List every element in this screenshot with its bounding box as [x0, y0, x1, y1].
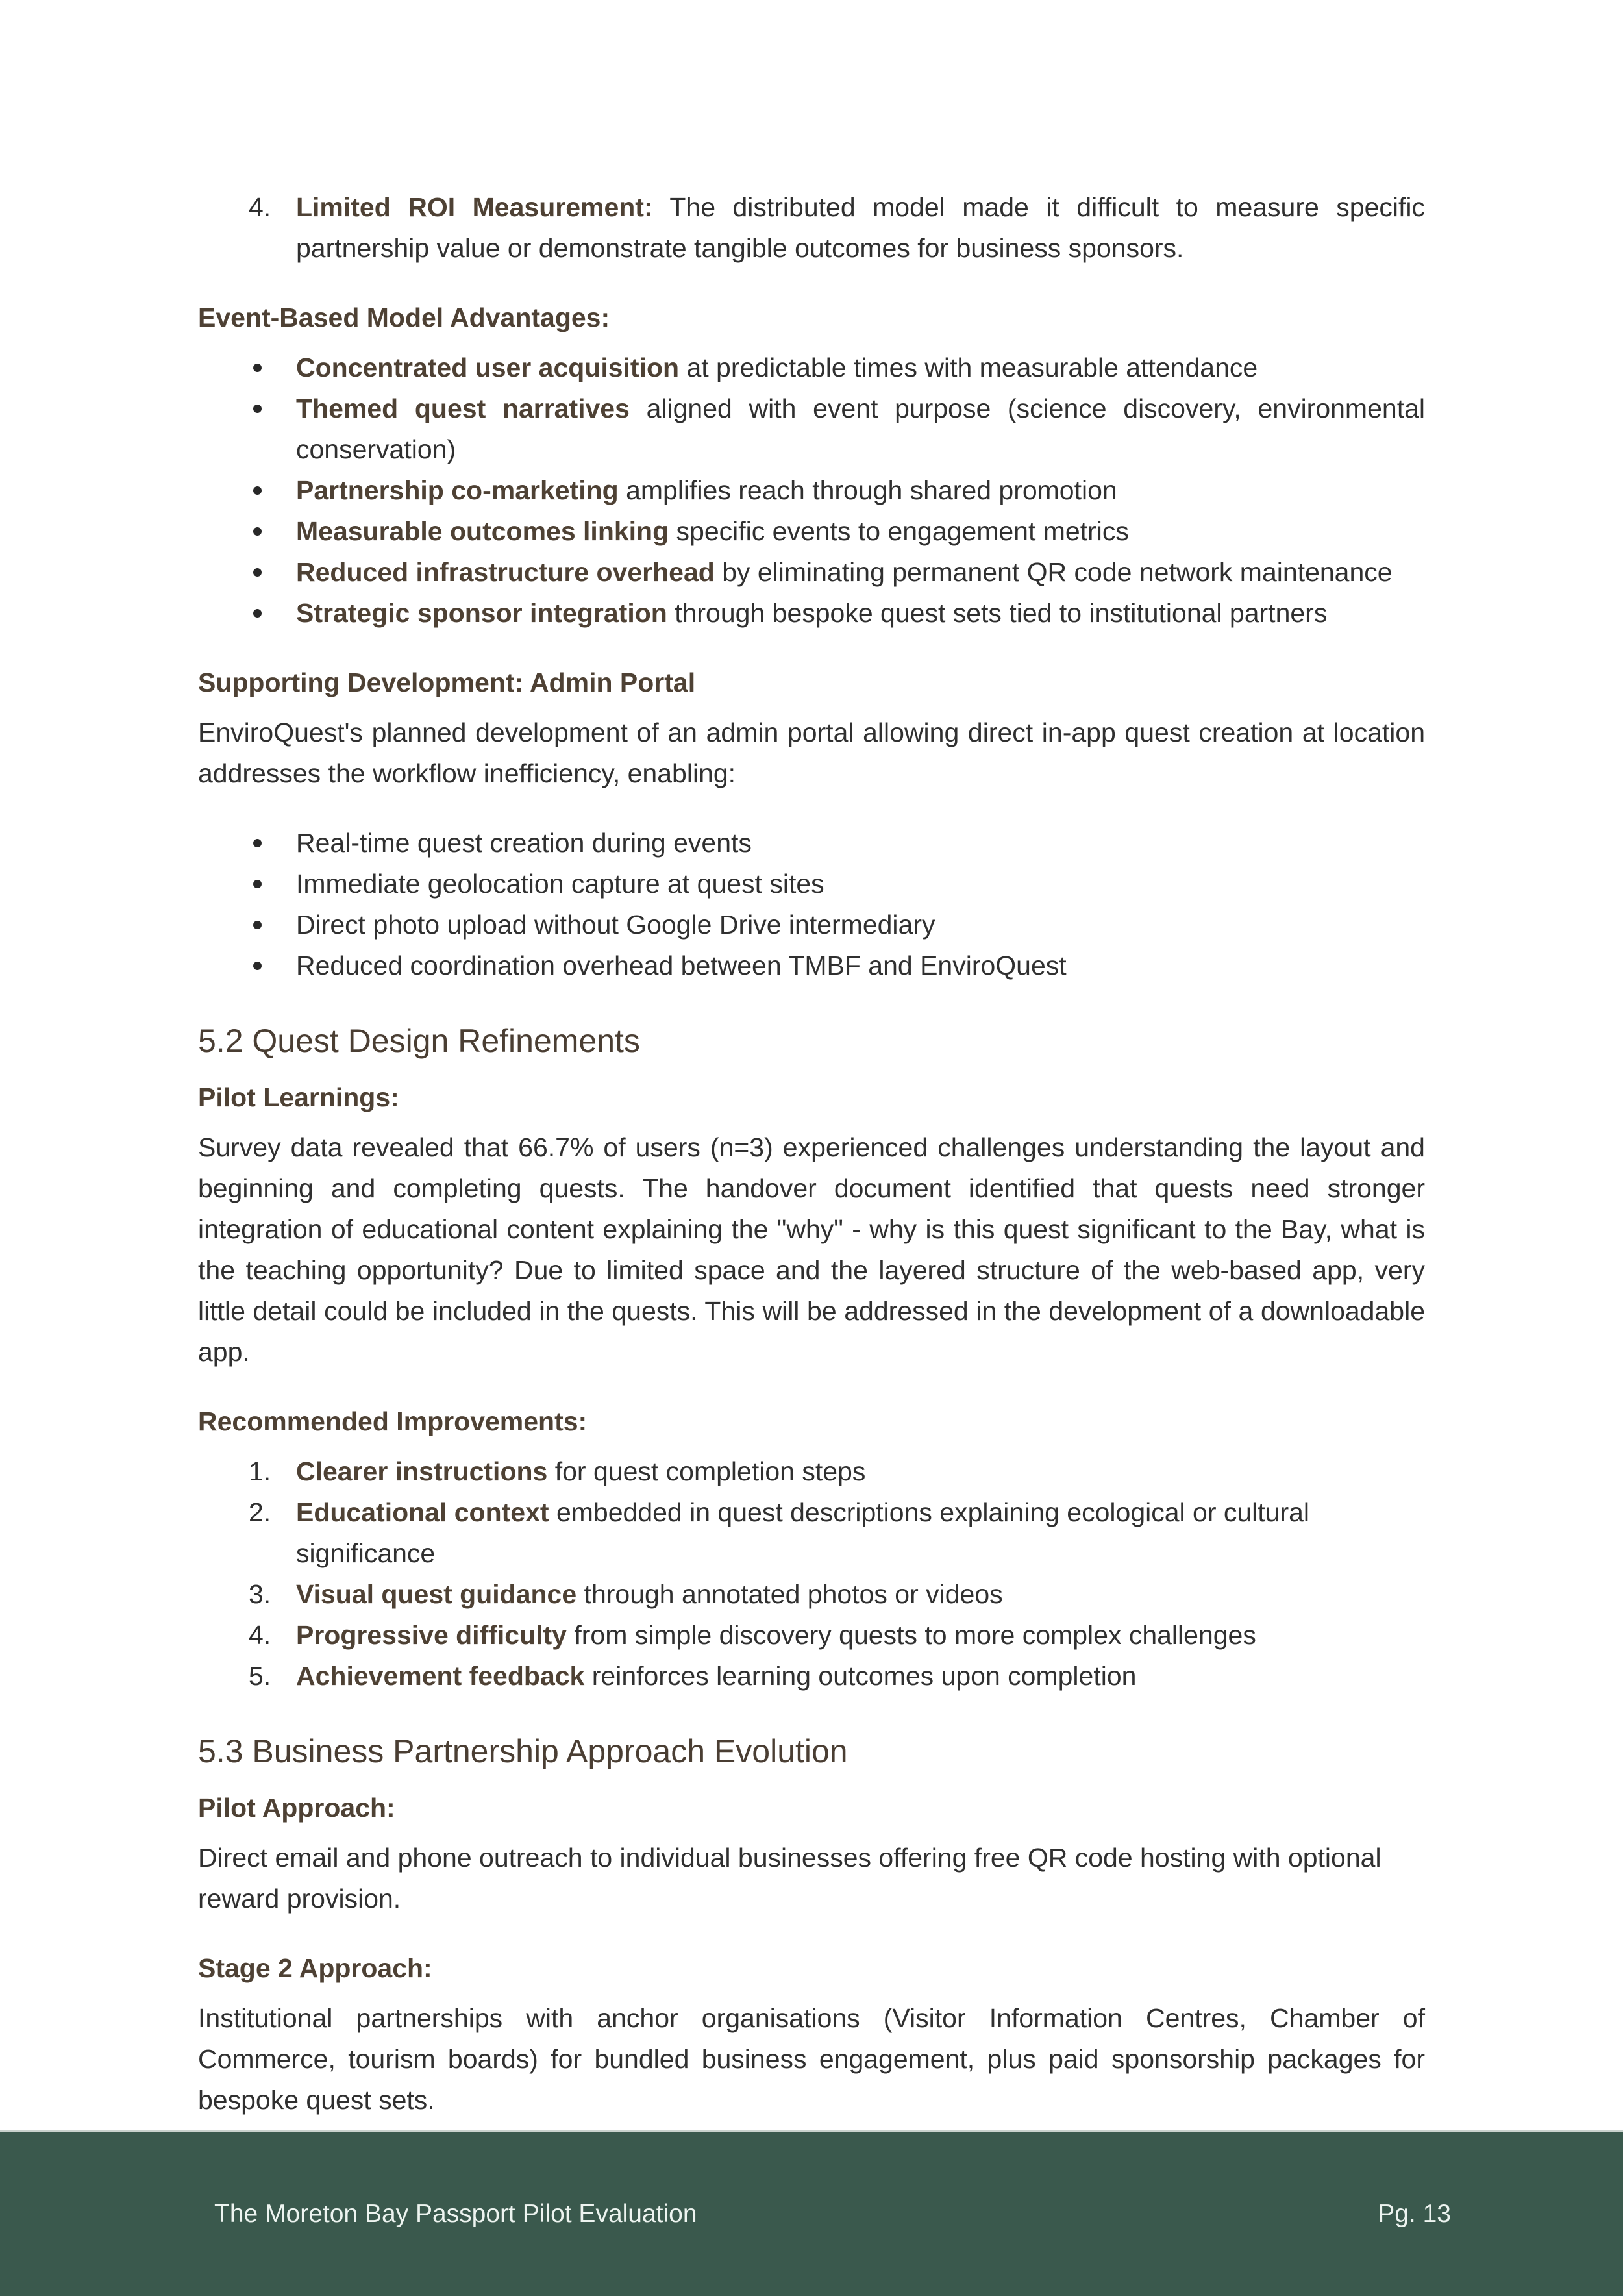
pilot-approach-paragraph: Direct email and phone outreach to individual businesses offering free QR code hosting with optional reward provision. [198, 1843, 1381, 1914]
item-lead: Limited ROI Measurement: [296, 192, 653, 222]
item-lead: Educational context [296, 1497, 549, 1527]
item-lead: Clearer instructions [296, 1456, 548, 1486]
footer-title: The Moreton Bay Passport Pilot Evaluation [214, 2200, 697, 2228]
heading-section-5-2: 5.2 Quest Design Refinements [198, 1023, 640, 1059]
bullet-icon [253, 609, 262, 618]
bullet-item [198, 388, 1425, 470]
bullet-icon [253, 405, 262, 413]
bullet-text: Real-time quest creation during events [296, 828, 752, 858]
numbered-item [198, 1656, 1425, 1697]
admin-portal-bullet-list [198, 823, 1425, 986]
item-rest: from simple discovery quests to more complex challenges [566, 1620, 1256, 1650]
numbered-item-text [296, 1656, 1425, 1697]
advantages-bullet-list [198, 347, 1425, 634]
item-rest: for quest completion steps [547, 1456, 866, 1486]
item-number: 1. [249, 1456, 271, 1486]
recommended-numbered-list [198, 1451, 1425, 1697]
numbered-item-text [296, 1492, 1425, 1574]
bullet-item [198, 593, 1425, 634]
bullet-text [296, 552, 1425, 593]
bullet-rest: aligned with event purpose (science discovery, environmental conservation) [296, 393, 1425, 464]
heading-supporting-development: Supporting Development: Admin Portal [198, 668, 696, 697]
bullet-icon [253, 486, 262, 495]
numbered-item [198, 1451, 1425, 1492]
page-footer [0, 2132, 1623, 2296]
bullet-text [296, 593, 1425, 634]
bullet-item [198, 905, 1425, 945]
bullet-text: Immediate geolocation capture at quest sites [296, 869, 824, 899]
bullet-item [198, 864, 1425, 905]
bullet-item [198, 945, 1425, 986]
bullet-text [296, 388, 1425, 470]
bullet-rest: by eliminating permanent QR code network maintenance [714, 557, 1393, 587]
bullet-text [296, 347, 1425, 388]
bullet-icon [253, 568, 262, 577]
continued-numbered-list [198, 187, 1425, 269]
numbered-item-text [296, 1615, 1425, 1656]
pilot-learnings-paragraph: Survey data revealed that 66.7% of users (n=3) experienced challenges understanding the layout and beginning and completing quests. The handover document identified that quests need stronger integration of educational content explaining the "why" - why is this quest significant to the Bay, what is the teaching opportunity? Due to limited space and the layered structure of the web-based app, very little detail could be included in the quests. This will be addressed in the development of a downloadable app. [198, 1132, 1425, 1367]
item-number: 2. [249, 1497, 271, 1527]
bullet-rest: through bespoke quest sets tied to institutional partners [667, 598, 1328, 628]
page-number: Pg. 13 [1378, 2200, 1451, 2228]
bullet-lead: Reduced infrastructure overhead [296, 557, 715, 587]
numbered-item [198, 1492, 1425, 1574]
bullet-rest: amplifies reach through shared promotion [618, 475, 1117, 505]
bullet-icon [253, 527, 262, 536]
bullet-item [198, 470, 1425, 511]
bullet-text: Direct photo upload without Google Drive intermediary [296, 910, 935, 940]
supporting-paragraph: EnviroQuest's planned development of an admin portal allowing direct in-app quest creation at location addresses the workflow inefficiency, enabling: [198, 718, 1425, 788]
bullet-item [198, 552, 1425, 593]
bullet-lead: Partnership co-marketing [296, 475, 619, 505]
numbered-item [198, 187, 1425, 269]
bullet-lead: Measurable outcomes linking [296, 516, 669, 546]
heading-stage-2-approach: Stage 2 Approach: [198, 1953, 432, 1983]
item-lead: Progressive difficulty [296, 1620, 567, 1650]
item-rest: embedded in quest descriptions explaining ecological or cultural significance [296, 1497, 1310, 1568]
numbered-item-text [296, 1574, 1425, 1615]
numbered-item-text [296, 1451, 1425, 1492]
bullet-icon [253, 921, 262, 929]
heading-event-based-advantages: Event-Based Model Advantages: [198, 303, 610, 332]
item-lead: Achievement feedback [296, 1661, 585, 1691]
bullet-icon [253, 880, 262, 888]
bullet-icon [253, 839, 262, 847]
bullet-rest: at predictable times with measurable attendance [679, 353, 1258, 382]
numbered-item [198, 1574, 1425, 1615]
bullet-text: Reduced coordination overhead between TMBF and EnviroQuest [296, 951, 1067, 980]
bullet-text [296, 470, 1425, 511]
heading-pilot-learnings: Pilot Learnings: [198, 1082, 399, 1112]
bullet-item [198, 511, 1425, 552]
bullet-item [198, 823, 1425, 864]
bullet-lead: Concentrated user acquisition [296, 353, 680, 382]
item-number: 4. [249, 1620, 271, 1650]
heading-pilot-approach: Pilot Approach: [198, 1793, 395, 1823]
heading-recommended-improvements: Recommended Improvements: [198, 1406, 588, 1436]
bullet-icon [253, 364, 262, 372]
numbered-item [198, 1615, 1425, 1656]
numbered-item-text [296, 187, 1425, 269]
bullet-item [198, 347, 1425, 388]
bullet-rest: specific events to engagement metrics [669, 516, 1129, 546]
bullet-icon [253, 962, 262, 970]
document-body [198, 187, 1425, 2149]
item-rest: through annotated photos or videos [576, 1579, 1003, 1609]
item-number: 4. [249, 192, 271, 222]
item-number: 5. [249, 1661, 271, 1691]
item-lead: Visual quest guidance [296, 1579, 577, 1609]
bullet-lead: Strategic sponsor integration [296, 598, 667, 628]
item-rest: The distributed model made it difficult to measure specific partnership value or demonstrate tangible outcomes for business sponsors. [296, 192, 1425, 263]
item-number: 3. [249, 1579, 271, 1609]
heading-section-5-3: 5.3 Business Partnership Approach Evolution [198, 1733, 848, 1769]
bullet-lead: Themed quest narratives [296, 393, 630, 423]
item-rest: reinforces learning outcomes upon completion [584, 1661, 1137, 1691]
bullet-text [296, 511, 1425, 552]
stage-2-paragraph: Institutional partnerships with anchor organisations (Visitor Information Centres, Chamber of Commerce, tourism boards) for bundled business engagement, plus paid sponsorship packages for bespoke quest sets. [198, 2003, 1425, 2115]
